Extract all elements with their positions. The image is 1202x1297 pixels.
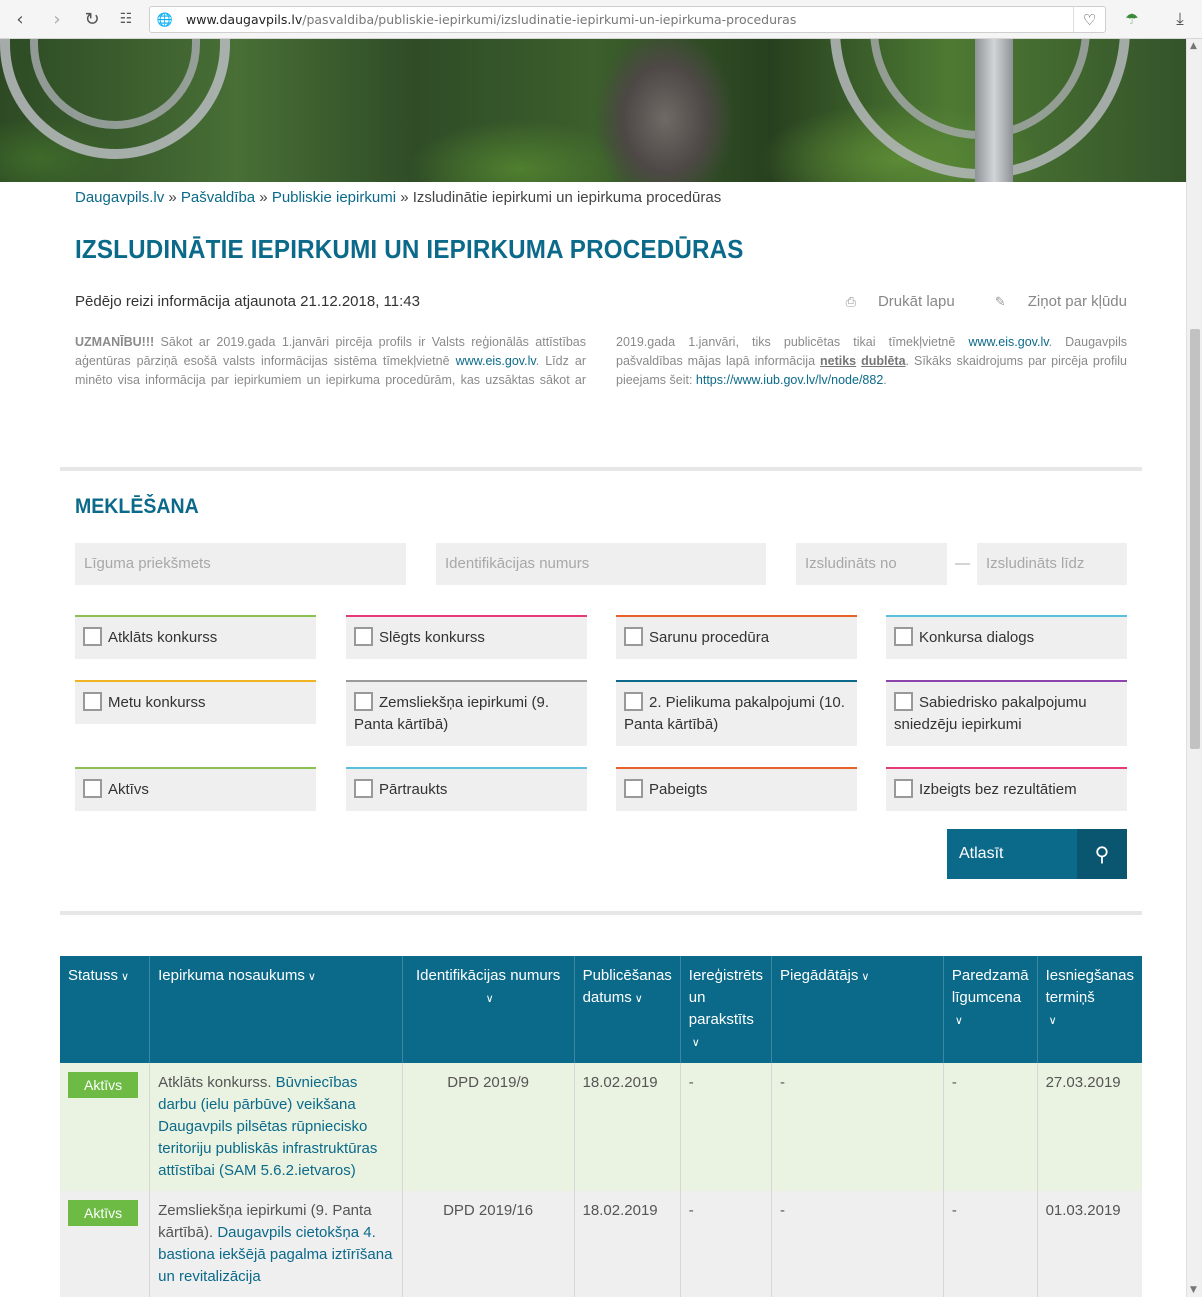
report-error-link[interactable] bbox=[977, 293, 1127, 310]
checkbox[interactable] bbox=[894, 627, 913, 646]
breadcrumb-current: Izsludinātie iepirkumi un iepirkuma procedūras bbox=[412, 189, 722, 206]
column-header-label: Identifikācijas numurs bbox=[415, 967, 561, 984]
breadcrumb-publiskie-iepirkumi[interactable]: Publiskie iepirkumi bbox=[271, 189, 397, 206]
filter-label: Atklāts konkurss bbox=[108, 629, 218, 646]
scroll-down-icon[interactable]: ▼ bbox=[1190, 1285, 1197, 1295]
eis-link[interactable]: www.eis.gov.lv bbox=[455, 354, 536, 368]
cell-supplier: - bbox=[772, 1191, 944, 1297]
column-header-published[interactable] bbox=[574, 956, 680, 1063]
column-header-label: Iereģistrēts un parakstīts bbox=[688, 967, 763, 1028]
table-row bbox=[60, 1191, 1142, 1297]
procurement-title-link[interactable]: Daugavpils cietokšņa 4. bastiona iekšējā pagalma iztīrīšana un revitalizācija bbox=[158, 1224, 393, 1285]
section-divider bbox=[60, 467, 1142, 471]
notice-emphasis: netiks bbox=[819, 354, 857, 368]
filter-label: Sarunu procedūra bbox=[649, 629, 770, 646]
cell-name bbox=[150, 1191, 403, 1297]
checkbox[interactable] bbox=[624, 692, 643, 711]
column-header-price[interactable] bbox=[943, 956, 1037, 1063]
identification-number-input[interactable]: Identifikācijas numurs bbox=[436, 543, 766, 585]
filter-label: Metu konkurss bbox=[108, 694, 206, 711]
cell-status bbox=[60, 1063, 150, 1191]
filter-izbeigts-bez-rezultatiem[interactable] bbox=[886, 767, 1127, 811]
table-row bbox=[60, 1063, 1142, 1191]
url-path: /pasvaldiba/publiskie-iepirkumi/izsludinatie-iepirkumi-un-iepirkuma-proceduras bbox=[302, 12, 797, 27]
filter-konkursa-dialogs[interactable] bbox=[886, 615, 1127, 659]
date-from-input[interactable]: Izsludināts no bbox=[796, 543, 947, 585]
reload-icon[interactable]: ↻ bbox=[84, 8, 100, 30]
chevron-down-icon: ∨ bbox=[691, 1036, 700, 1049]
filter-atklats-konkurss[interactable] bbox=[75, 615, 316, 659]
filter-label: Pabeigts bbox=[649, 781, 708, 798]
checkbox[interactable] bbox=[354, 692, 373, 711]
filter-label: Izbeigts bez rezultātiem bbox=[919, 781, 1077, 798]
chevron-down-icon: ∨ bbox=[485, 992, 494, 1005]
checkbox[interactable] bbox=[83, 779, 102, 798]
filter-slegts-konkurss[interactable] bbox=[346, 615, 587, 659]
column-header-registered[interactable] bbox=[680, 956, 771, 1063]
checkbox[interactable] bbox=[624, 627, 643, 646]
filter-aktivs[interactable] bbox=[75, 767, 316, 811]
column-header-name[interactable] bbox=[150, 956, 403, 1063]
cell-deadline: 01.03.2019 bbox=[1037, 1191, 1142, 1297]
filter-metu-konkurss[interactable] bbox=[75, 680, 316, 724]
cell-id: DPD 2019/16 bbox=[402, 1191, 574, 1297]
breadcrumb-separator: » bbox=[259, 189, 268, 206]
notice-text-part: . Līdz ar minēto visa informācija par iepirkumiem un iepirkuma procedūrām, kas uzsāktas sākot ar 2019.gada 1.janvāri, tiks publicētas tikai tīmekļvietnē bbox=[75, 335, 969, 387]
filter-label: Konkursa dialogs bbox=[919, 629, 1035, 646]
date-to-input[interactable]: Izsludināts līdz bbox=[977, 543, 1127, 585]
contract-subject-input[interactable]: Līguma priekšmets bbox=[75, 543, 406, 585]
filter-label: 2. Pielikuma pakalpojumi (10. Panta kārtībā) bbox=[624, 694, 845, 733]
cell-price: - bbox=[943, 1063, 1037, 1191]
column-header-label: Paredzamā līgumcena bbox=[951, 967, 1029, 1006]
breadcrumb-separator: » bbox=[168, 189, 177, 206]
cell-supplier: - bbox=[772, 1063, 944, 1191]
banner-decor bbox=[975, 39, 1013, 182]
download-icon[interactable]: ⤓ bbox=[1176, 9, 1184, 29]
filter-submit-label: Atlasīt bbox=[959, 845, 1004, 862]
procurement-type: Atklāts konkurss. bbox=[158, 1074, 272, 1091]
search-icon[interactable]: ⚲ bbox=[1077, 829, 1127, 879]
notice-text-part: . bbox=[883, 373, 887, 387]
breadcrumb-home[interactable]: Daugavpils.lv bbox=[75, 189, 165, 206]
chevron-down-icon: ∨ bbox=[861, 970, 870, 983]
notice-warning: UZMANĪBU!!! bbox=[75, 335, 155, 349]
cell-published: 18.02.2019 bbox=[574, 1191, 680, 1297]
date-range-separator: — bbox=[955, 555, 970, 572]
page-actions bbox=[810, 293, 1127, 310]
breadcrumb-pasvaldiba[interactable]: Pašvaldība bbox=[180, 189, 256, 206]
checkbox[interactable] bbox=[83, 692, 102, 711]
column-header-label: Statuss bbox=[68, 967, 119, 984]
filter-label: Pārtraukts bbox=[379, 781, 448, 798]
filter-pielikuma-pakalpojumi[interactable] bbox=[616, 680, 857, 746]
chevron-down-icon: ∨ bbox=[1048, 1014, 1057, 1027]
chevron-down-icon: ∨ bbox=[121, 970, 130, 983]
iub-link[interactable]: https://www.iub.gov.lv/lv/node/882 bbox=[695, 373, 884, 387]
column-header-label: Piegādātājs bbox=[780, 967, 859, 984]
cell-status bbox=[60, 1191, 150, 1297]
forward-icon[interactable]: › bbox=[53, 8, 61, 30]
filter-zemslieksna-iepirkumi[interactable] bbox=[346, 680, 587, 746]
checkbox[interactable] bbox=[354, 627, 373, 646]
filter-sarunu-procedura[interactable] bbox=[616, 615, 857, 659]
last-updated-timestamp: 21.12.2018, 11:43 bbox=[300, 293, 420, 310]
cell-registered: - bbox=[680, 1191, 771, 1297]
back-icon[interactable]: ‹ bbox=[16, 8, 24, 30]
browser-toolbar bbox=[0, 0, 1202, 39]
column-header-id[interactable] bbox=[402, 956, 574, 1063]
globe-icon: 🌐 bbox=[156, 12, 174, 28]
chevron-down-icon: ∨ bbox=[954, 1014, 963, 1027]
filter-label: Aktīvs bbox=[108, 781, 149, 798]
page-scrollbar[interactable] bbox=[1186, 39, 1202, 1297]
cell-price: - bbox=[943, 1191, 1037, 1297]
url-domain: www.daugavpils.lv bbox=[186, 12, 303, 27]
filter-sabiedrisko-pakalpojumu[interactable] bbox=[886, 680, 1127, 746]
search-section-title: MEKLĒŠANA bbox=[75, 495, 199, 518]
section-divider bbox=[60, 911, 1142, 915]
last-updated bbox=[75, 293, 420, 310]
column-header-status[interactable] bbox=[60, 956, 150, 1063]
column-header-label: Publicēšanas datums bbox=[582, 967, 672, 1006]
pencil-icon: ✎ bbox=[994, 295, 1006, 310]
speed-dial-icon[interactable]: ☷ bbox=[119, 11, 133, 27]
column-header-label: Iepirkuma nosaukums bbox=[158, 967, 305, 984]
status-badge: Aktīvs bbox=[68, 1200, 138, 1226]
page-title: IZSLUDINĀTIE IEPIRKUMI UN IEPIRKUMA PROCEDŪRAS bbox=[75, 234, 744, 264]
cell-deadline: 27.03.2019 bbox=[1037, 1063, 1142, 1191]
cell-name bbox=[150, 1063, 403, 1191]
filter-pabeigts[interactable] bbox=[616, 767, 857, 811]
checkbox[interactable] bbox=[83, 627, 102, 646]
printer-icon: ⎙ bbox=[845, 295, 856, 310]
checkbox[interactable] bbox=[894, 692, 913, 711]
print-page-link[interactable] bbox=[828, 293, 955, 310]
status-badge: Aktīvs bbox=[68, 1072, 138, 1098]
chevron-down-icon: ∨ bbox=[307, 970, 316, 983]
column-header-label: Iesniegšanas termiņš bbox=[1045, 967, 1134, 1006]
chevron-down-icon: ∨ bbox=[634, 992, 643, 1005]
checkbox[interactable] bbox=[624, 779, 643, 798]
procurement-type: Zemsliekšņa iepirkumi (9. Panta kārtībā). bbox=[158, 1202, 372, 1241]
checkbox[interactable] bbox=[354, 779, 373, 798]
filter-label: Zemsliekšņa iepirkumi (9. Panta kārtībā) bbox=[354, 694, 550, 733]
filter-submit-button[interactable] bbox=[947, 829, 1127, 879]
cell-id: DPD 2019/9 bbox=[402, 1063, 574, 1191]
filter-label: Slēgts konkurss bbox=[379, 629, 485, 646]
scrollbar-thumb[interactable] bbox=[1190, 329, 1200, 749]
report-error-label: Ziņot par kļūdu bbox=[1027, 293, 1127, 310]
notice-text-part: . Daugavpils pašvaldības mājas lapā informācija bbox=[616, 335, 1127, 368]
url-text[interactable] bbox=[186, 12, 796, 27]
address-bar[interactable] bbox=[149, 6, 1106, 33]
banner-statue bbox=[585, 39, 745, 182]
extension-icon[interactable]: ☂ bbox=[1125, 10, 1139, 28]
notice-text-part: . Sīkāks skaidrojums par pircēja profilu pieejams šeit: bbox=[616, 354, 1127, 387]
filter-partraukts[interactable] bbox=[346, 767, 587, 811]
procurement-title-link[interactable]: Būvniecības darbu (ielu pārbūve) veikšana Daugavpils pilsētas rūpniecisko teritoriju publiskās infrastruktūras attīstībai (SAM 5.6.2.ietvaros) bbox=[158, 1074, 378, 1179]
cell-published: 18.02.2019 bbox=[574, 1063, 680, 1191]
cell-registered: - bbox=[680, 1063, 771, 1191]
scroll-up-icon[interactable]: ▲ bbox=[1190, 41, 1197, 51]
column-header-deadline[interactable] bbox=[1037, 956, 1142, 1063]
notice-text-part: Sākot ar 2019.gada 1.janvāri pircēja profils ir Valsts reģionālās attīstības aģentūras pārziņā esošā valsts informācijas sistēma tīmekļvietnē bbox=[75, 335, 586, 368]
last-updated-label: Pēdējo reizi informācija atjaunota bbox=[75, 293, 296, 310]
breadcrumb-separator: » bbox=[400, 189, 409, 206]
eis-link[interactable]: www.eis.gov.lv bbox=[968, 335, 1049, 349]
header-banner-image bbox=[0, 39, 1186, 182]
filter-label: Sabiedrisko pakalpojumu sniedzēju iepirkumi bbox=[894, 694, 1087, 733]
table-header-row bbox=[60, 956, 1142, 1063]
procurements-table bbox=[60, 956, 1142, 1297]
breadcrumb bbox=[75, 189, 721, 206]
notice-text bbox=[75, 333, 1127, 390]
print-page-label: Drukāt lapu bbox=[877, 293, 955, 310]
checkbox[interactable] bbox=[894, 779, 913, 798]
column-header-supplier[interactable] bbox=[772, 956, 944, 1063]
notice-emphasis: dublēta bbox=[861, 354, 906, 368]
heart-icon[interactable]: ♡ bbox=[1073, 7, 1105, 32]
